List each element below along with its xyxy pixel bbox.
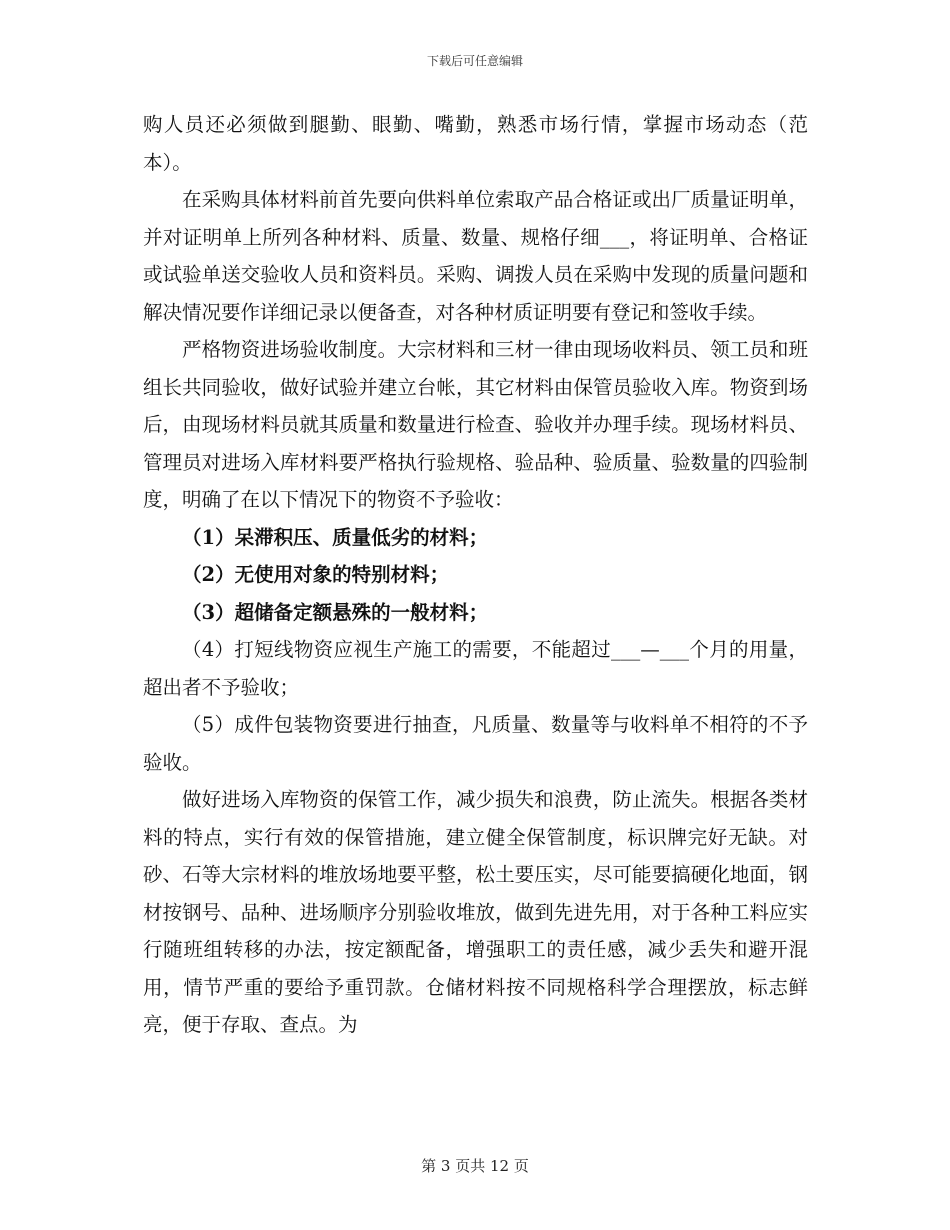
document-body (143, 106, 808, 1044)
paragraph-acceptance-system: 严格物资进场验收制度。大宗材料和三材一律由现场收料员、领工员和班组长共同验收，做好试验并建立台帐，其它材料由保管员验收入库。物资到场后，由现场材料员就其质量和数量进行检查、验收并办理手续。现场材料员、管理员对进场入库材料要严格执行验规格、验品种、验质量、验数量的四验制度，明确了在以下情况下的物资不予验收： (143, 338, 808, 511)
list-item-1: （1）呆滞积压、质量低劣的材料； (182, 525, 489, 549)
paragraph-storage: 做好进场入库物资的保管工作，减少损失和浪费，防止流失。根据各类材料的特点，实行有效的保管措施，建立健全保管制度，标识牌完好无缺。对砂、石等大宗材料的堆放场地要平整，松土要压实，尽可能要搞硬化地面，钢材按钢号、品种、进场顺序分别验收堆放，做到先进先用，对于各种工料应实行随班组转移的办法，按定额配备，增强职工的责任感，减少丢失和避开混用，情节严重的要给予重罚款。仓储材料按不同规格科学合理摆放，标志鲜亮，便于存取、查点。为 (143, 788, 808, 1036)
page-footer: 第 3 页共 12 页 (421, 1157, 529, 1175)
list-item-2: （2）无使用对象的特别材料； (182, 563, 450, 586)
list-item-5: （5）成件包装物资要进行抽查，凡质量、数量等与收料单不相符的不予验收。 (143, 713, 808, 774)
list-item-3: （3）超储备定额悬殊的一般材料； (182, 600, 489, 624)
page-header: 下载后可任意编辑 (426, 54, 523, 68)
paragraph-continuation: 购人员还必须做到腿勤、眼勤、嘴勤，熟悉市场行情，掌握市场动态（范本）。 (143, 113, 808, 174)
paragraph-procurement-certificates: 在采购具体材料前首先要向供料单位索取产品合格证或出厂质量证明单，并对证明单上所列各种材料、质量、数量、规格仔细___，将证明单、合格证或试验单送交验收人员和资料员。采购、调拨人员在采购中发现的质量问题和解决情况要作详细记录以便备查，对各种材质证明要有登记和签收手续。 (143, 188, 808, 324)
list-item-4: （4）打短线物资应视生产施工的需要，不能超过___—___个月的用量，超出者不予验收； (143, 638, 808, 699)
